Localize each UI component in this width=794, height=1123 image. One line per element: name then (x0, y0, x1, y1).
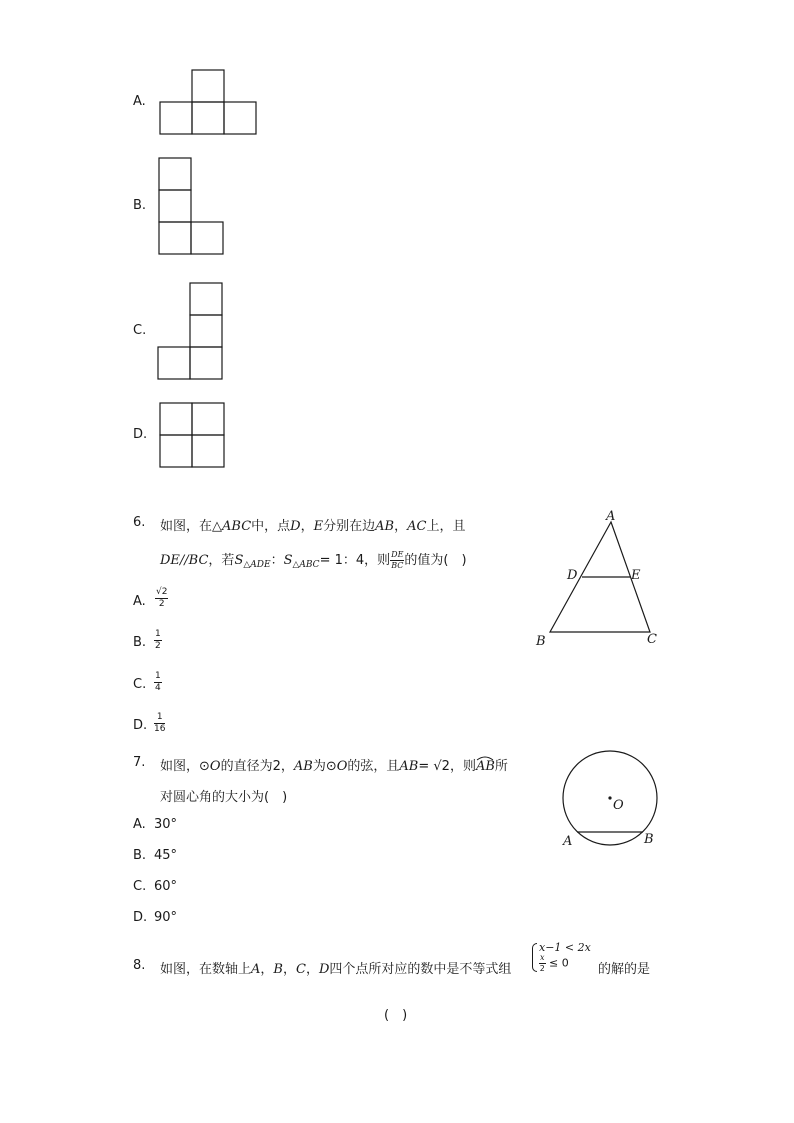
point-label-b: B (644, 832, 654, 847)
q6-triangle-figure (530, 505, 670, 655)
q6-option-a-label[interactable]: A. (133, 594, 146, 609)
q6-line-2: DE//BC，若$S_{\triangle ADE}$：$S_{\triangle ABC}= 1$：4，则 $\frac{DE}{BC}$ 的值为( ) (160, 550, 467, 570)
net-a-icon (159, 69, 259, 135)
q7-number: 7. (133, 755, 146, 770)
q5-option-c-label[interactable]: C. (133, 323, 147, 338)
q7-option-b-value[interactable]: 45° (154, 848, 178, 863)
q6-option-d-label[interactable]: D. (133, 718, 148, 733)
center-label-o: O (613, 798, 624, 813)
q6-option-a-fraction[interactable]: $\frac{√2}{2}$ (156, 587, 168, 609)
vertex-label-b: B (536, 634, 546, 649)
q7-line-2: 对圆心角的大小为( ) (160, 790, 288, 805)
vertex-label-c: C (647, 632, 657, 647)
q7-option-c-value[interactable]: 60° (154, 879, 178, 894)
q8-line-1: 如图，在数轴上A，B，C，D四个点所对应的数中是不等式组 (160, 962, 512, 977)
q8-line-1-end: 的解的是 (598, 962, 651, 977)
vertex-label-e: E (631, 568, 641, 583)
q7-option-a-value[interactable]: 30° (154, 817, 178, 832)
q8-number: 8. (133, 958, 146, 973)
point-label-a: A (563, 834, 573, 849)
q6-option-c-label[interactable]: C. (133, 677, 147, 692)
q5-option-b-label[interactable]: B. (133, 198, 147, 213)
q6-ratio-fraction: $\frac{DE}{BC}$ (391, 550, 404, 570)
q6-option-b-fraction[interactable]: $\frac{1}{2}$ (155, 629, 161, 651)
q7-option-d-label[interactable]: D. (133, 910, 148, 925)
q6-line-1: 如图，在△ABC中，点D，E分别在边AB，AC上，且 (160, 519, 466, 534)
q6-option-c-fraction[interactable]: $\frac{1}{4}$ (155, 671, 161, 693)
q7-option-b-label[interactable]: B. (133, 848, 147, 863)
net-c-icon (157, 282, 225, 380)
q7-option-d-value[interactable]: 90° (154, 910, 178, 925)
net-b-icon (158, 157, 226, 255)
vertex-label-a: A (606, 509, 616, 524)
q6-number: 6. (133, 515, 146, 530)
vertex-label-d: D (567, 568, 578, 583)
q5-option-a-label[interactable]: A. (133, 94, 146, 109)
q7-circle-figure (555, 745, 670, 855)
q8-inequality-system: x−1 < 2x $\frac{x}{2}$ ≤ 0 (532, 942, 591, 973)
q6-option-d-fraction[interactable]: $\frac{1}{16}$ (154, 712, 166, 734)
q7-option-a-label[interactable]: A. (133, 817, 146, 832)
q7-option-c-label[interactable]: C. (133, 879, 147, 894)
q8-answer-blank[interactable]: ( ) (384, 1008, 408, 1023)
q7-arc-ab: AB (475, 759, 495, 774)
q6-option-b-label[interactable]: B. (133, 635, 147, 650)
q7-line-1: 如图，⊙O的直径为2，AB为⊙O的弦，且AB= √2，则AB 所 (160, 759, 508, 774)
net-d-icon (159, 402, 227, 470)
center-point-o (608, 796, 611, 799)
q5-option-d-label[interactable]: D. (133, 427, 148, 442)
